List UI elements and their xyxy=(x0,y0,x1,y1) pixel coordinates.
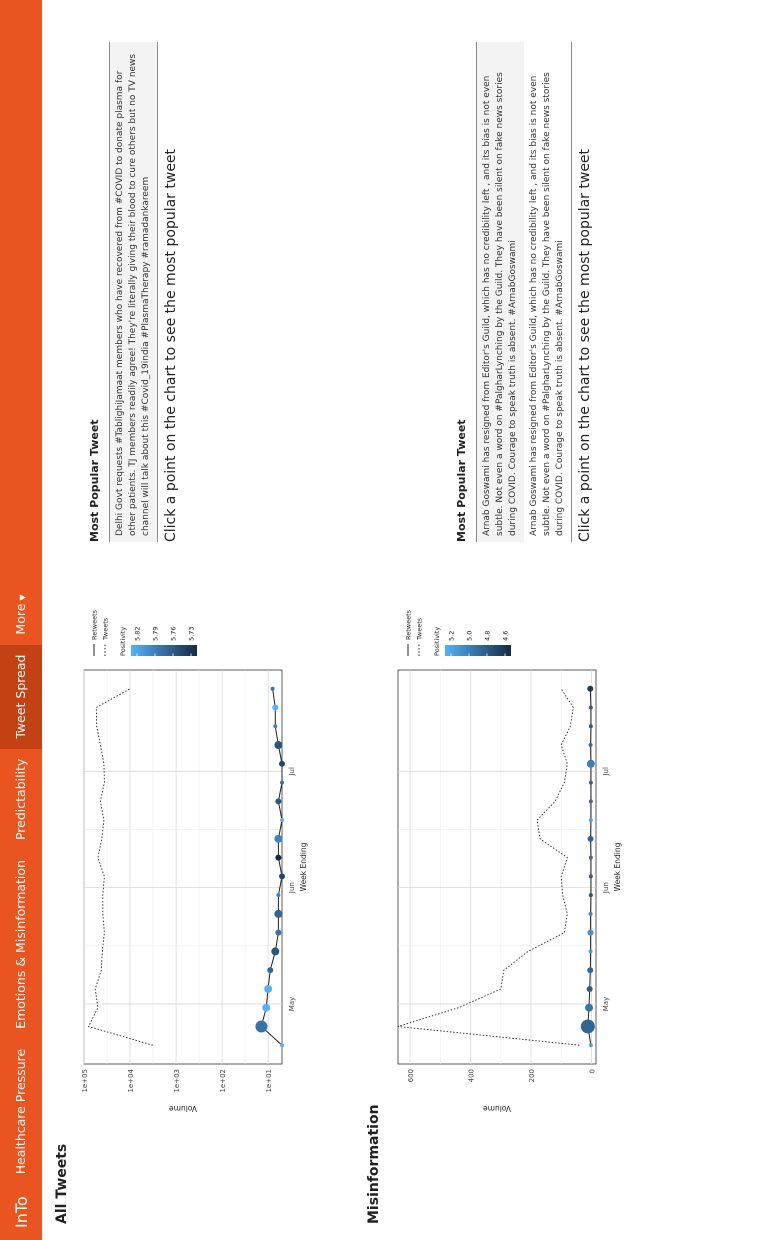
popular-tweet-title: Most Popular Tweet xyxy=(455,419,468,542)
y-tick-label: 1e+02 xyxy=(219,1069,228,1093)
retweet-point xyxy=(585,1004,593,1012)
brand-logo[interactable]: InTo xyxy=(11,1196,31,1228)
retweet-point xyxy=(589,1043,593,1047)
positivity-color-bar xyxy=(445,645,511,656)
retweet-point xyxy=(589,724,593,728)
y-tick-label: 1e+04 xyxy=(127,1069,136,1093)
retweet-point xyxy=(589,799,593,803)
retweet-point xyxy=(589,781,593,785)
x-tick-label: Jul xyxy=(288,767,296,776)
retweet-point xyxy=(273,724,277,728)
retweet-point xyxy=(589,893,593,897)
retweet-point xyxy=(275,798,281,804)
legend-label-retweets: Retweets xyxy=(404,609,413,640)
retweet-point xyxy=(280,1043,284,1047)
retweet-point xyxy=(274,910,282,918)
click-hint: Click a point on the chart to see the most popular tweet xyxy=(577,148,593,542)
retweet-point xyxy=(588,930,594,936)
legend-label-tweets: Tweets xyxy=(415,617,424,640)
misinformation-chart-panel xyxy=(390,560,640,1120)
retweet-point xyxy=(589,743,593,747)
retweet-point xyxy=(589,874,593,878)
color-bar-tick-label: 5.82 xyxy=(133,626,142,641)
legend-color-title: Positivity xyxy=(433,626,441,656)
color-bar-tick-label: 4.8 xyxy=(483,630,492,641)
color-bar-tick-label: 5.76 xyxy=(169,626,178,641)
popular-tweet-panel-all xyxy=(88,42,179,542)
retweet-point xyxy=(264,985,272,993)
retweet-point xyxy=(271,687,275,691)
retweet-point xyxy=(587,760,595,768)
retweet-point xyxy=(587,686,593,692)
legend-label-retweets: Retweets xyxy=(90,609,99,640)
section-title-misinformation: Misinformation xyxy=(366,1104,382,1224)
retweet-point xyxy=(276,893,280,897)
nav-healthcare-pressure[interactable]: Healthcare Pressure xyxy=(13,1048,28,1175)
x-tick-label: May xyxy=(288,996,296,1012)
nav-emotions-misinformation[interactable]: Emotions & Misinformation xyxy=(13,860,28,1029)
retweet-point xyxy=(589,912,593,916)
tweet-text: Arnab Goswami has resigned from Editor's Guild, which has no credibility left , and its bias is not even subtle. Not even a word on #PalgharLynching by the Guild. They have been silent on fake news stories during COVID. Courage to speak truth is absent. #ArnabGoswami xyxy=(477,42,524,542)
y-tick-label: 0 xyxy=(588,1069,597,1074)
x-tick-label: Jul xyxy=(602,767,610,776)
x-tick-label: Jun xyxy=(602,882,610,894)
retweet-point xyxy=(279,761,285,767)
positivity-color-bar xyxy=(131,645,197,656)
y-axis-title: Volume xyxy=(169,1104,197,1113)
retweet-point xyxy=(589,856,593,860)
nav-predictability[interactable]: Predictability xyxy=(13,758,28,841)
retweet-point xyxy=(589,818,593,822)
x-axis-title: Week Ending xyxy=(299,842,308,892)
nav-tweet-spread[interactable]: Tweet Spread xyxy=(0,645,42,749)
retweet-point xyxy=(255,1020,267,1032)
navbar xyxy=(0,0,42,1240)
nav-more-label: More xyxy=(13,603,28,635)
retweet-point xyxy=(280,781,284,785)
tweet-text: Arnab Goswami has resigned from Editor's Guild, which has no credibility left , and its bias is not even subtle. Not even a word on #PalgharLynching by the Guild. They have been silent on fake news stories during COVID. Courage to speak truth is absent. #ArnabGoswami xyxy=(529,72,565,536)
retweet-point xyxy=(588,836,594,842)
plot-area xyxy=(398,670,596,1064)
legend-color-title: Positivity xyxy=(119,626,127,656)
all-tweets-chart[interactable] xyxy=(76,560,326,1120)
retweet-point xyxy=(589,949,593,953)
x-axis-title: Week Ending xyxy=(613,842,622,892)
retweet-point xyxy=(274,741,282,749)
misinformation-chart[interactable] xyxy=(390,560,640,1120)
retweet-point xyxy=(587,986,593,992)
retweet-point xyxy=(267,967,273,973)
tweet-list xyxy=(476,42,572,542)
color-bar-tick-label: 5.73 xyxy=(187,626,196,641)
caret-down-icon: ▼ xyxy=(18,594,27,601)
y-tick-label: 400 xyxy=(467,1069,476,1083)
color-bar-tick-label: 5.79 xyxy=(151,626,160,641)
retweet-point xyxy=(274,835,282,843)
popular-tweet-panel-misinformation xyxy=(455,42,593,542)
y-tick-label: 1e+05 xyxy=(81,1069,89,1093)
tweet-list xyxy=(109,42,158,542)
tweet-text: Delhi Govt requests #TablighiJamaat members who have recovered from #COVID to donate plasma for other patients. TJ members readily agree! They're literally giving their blood to cure others but no TV news channel will talk about this #Covid_19india #PlasmaTherapy #ramadankareem xyxy=(110,42,157,542)
y-tick-label: 1e+01 xyxy=(265,1069,274,1093)
retweet-point xyxy=(262,1004,270,1012)
section-title-all-tweets: All Tweets xyxy=(54,1143,70,1224)
retweet-point xyxy=(275,930,281,936)
x-tick-label: Jun xyxy=(288,882,296,894)
retweet-point xyxy=(271,947,279,955)
navbar-inner xyxy=(0,0,42,1240)
all-tweets-chart-panel xyxy=(76,560,326,1120)
retweet-point xyxy=(280,818,284,822)
y-tick-label: 600 xyxy=(407,1069,416,1083)
retweet-point xyxy=(587,967,593,973)
legend-label-tweets: Tweets xyxy=(101,617,110,640)
x-tick-label: May xyxy=(602,996,610,1012)
click-hint: Click a point on the chart to see the most popular tweet xyxy=(163,148,179,542)
y-tick-label: 200 xyxy=(528,1069,537,1083)
retweet-point xyxy=(275,855,281,861)
y-tick-label: 1e+03 xyxy=(173,1069,182,1093)
retweet-point xyxy=(279,873,285,879)
plot-area xyxy=(84,670,282,1064)
color-bar-tick-label: 5.2 xyxy=(447,630,456,641)
retweet-point xyxy=(589,706,593,710)
color-bar-tick-label: 4.6 xyxy=(501,630,510,641)
retweet-point xyxy=(581,1019,595,1033)
nav-more-dropdown[interactable] xyxy=(0,584,42,644)
popular-tweet-title: Most Popular Tweet xyxy=(88,419,101,542)
y-axis-title: Volume xyxy=(483,1104,511,1113)
retweet-point xyxy=(272,705,278,711)
main-content xyxy=(42,0,766,1240)
color-bar-tick-label: 5.0 xyxy=(465,630,474,641)
